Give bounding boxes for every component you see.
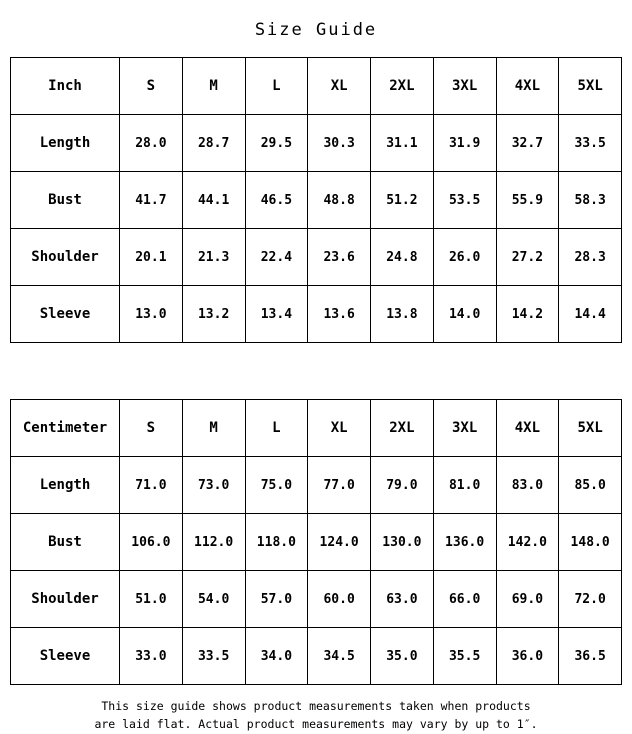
row-label-shoulder: Shoulder [11, 571, 120, 628]
cell-value: 41.7 [120, 172, 183, 229]
size-header-s: S [120, 400, 183, 457]
size-header-5xl: 5XL [559, 58, 622, 115]
cell-value: 55.9 [496, 172, 559, 229]
row-label-length: Length [11, 457, 120, 514]
cell-value: 71.0 [120, 457, 183, 514]
unit-header-inch: Inch [11, 58, 120, 115]
cell-value: 32.7 [496, 115, 559, 172]
table-header-row [11, 400, 622, 457]
cell-value: 142.0 [496, 514, 559, 571]
cell-value: 118.0 [245, 514, 308, 571]
table-row [11, 571, 622, 628]
cell-value: 53.5 [433, 172, 496, 229]
size-header-5xl: 5XL [559, 400, 622, 457]
cell-value: 66.0 [433, 571, 496, 628]
table-spacer [10, 343, 622, 399]
cell-value: 73.0 [182, 457, 245, 514]
cell-value: 48.8 [308, 172, 371, 229]
cell-value: 33.5 [559, 115, 622, 172]
cell-value: 14.4 [559, 286, 622, 343]
row-label-sleeve: Sleeve [11, 286, 120, 343]
cell-value: 21.3 [182, 229, 245, 286]
cell-value: 72.0 [559, 571, 622, 628]
footnote [10, 685, 622, 734]
table-row [11, 457, 622, 514]
size-header-l: L [245, 400, 308, 457]
cell-value: 28.3 [559, 229, 622, 286]
cell-value: 22.4 [245, 229, 308, 286]
cell-value: 63.0 [371, 571, 434, 628]
cell-value: 36.5 [559, 628, 622, 685]
cell-value: 13.4 [245, 286, 308, 343]
size-header-l: L [245, 58, 308, 115]
cell-value: 34.5 [308, 628, 371, 685]
cell-value: 14.0 [433, 286, 496, 343]
cell-value: 20.1 [120, 229, 183, 286]
inch-table-wrapper [10, 57, 622, 343]
table-row [11, 628, 622, 685]
row-label-sleeve: Sleeve [11, 628, 120, 685]
cell-value: 30.3 [308, 115, 371, 172]
footnote-line-2: are laid flat. Actual product measurements may vary by up to 1″. [94, 716, 538, 731]
cell-value: 13.6 [308, 286, 371, 343]
cell-value: 51.0 [120, 571, 183, 628]
size-header-m: M [182, 400, 245, 457]
cell-value: 112.0 [182, 514, 245, 571]
inch-size-table [10, 57, 622, 343]
table-header-row [11, 58, 622, 115]
cell-value: 33.5 [182, 628, 245, 685]
cell-value: 148.0 [559, 514, 622, 571]
table-row [11, 172, 622, 229]
size-header-xl: XL [308, 400, 371, 457]
size-header-3xl: 3XL [433, 58, 496, 115]
cell-value: 24.8 [371, 229, 434, 286]
cell-value: 28.0 [120, 115, 183, 172]
size-header-2xl: 2XL [371, 400, 434, 457]
unit-header-centimeter: Centimeter [11, 400, 120, 457]
page-title: Size Guide [254, 20, 378, 40]
cell-value: 26.0 [433, 229, 496, 286]
cell-value: 35.5 [433, 628, 496, 685]
row-label-length: Length [11, 115, 120, 172]
cell-value: 33.0 [120, 628, 183, 685]
cell-value: 34.0 [245, 628, 308, 685]
cell-value: 85.0 [559, 457, 622, 514]
cell-value: 14.2 [496, 286, 559, 343]
cell-value: 77.0 [308, 457, 371, 514]
size-header-4xl: 4XL [496, 58, 559, 115]
row-label-shoulder: Shoulder [11, 229, 120, 286]
cell-value: 69.0 [496, 571, 559, 628]
cell-value: 83.0 [496, 457, 559, 514]
cell-value: 81.0 [433, 457, 496, 514]
cell-value: 13.2 [182, 286, 245, 343]
table-row [11, 229, 622, 286]
cell-value: 124.0 [308, 514, 371, 571]
cell-value: 31.9 [433, 115, 496, 172]
cell-value: 13.0 [120, 286, 183, 343]
cell-value: 44.1 [182, 172, 245, 229]
table-row [11, 115, 622, 172]
footnote-line-1: This size guide shows product measurements taken when products [101, 699, 531, 713]
cell-value: 23.6 [308, 229, 371, 286]
centimeter-size-table [10, 399, 622, 685]
cell-value: 106.0 [120, 514, 183, 571]
cell-value: 58.3 [559, 172, 622, 229]
size-header-3xl: 3XL [433, 400, 496, 457]
table-row [11, 514, 622, 571]
size-header-4xl: 4XL [496, 400, 559, 457]
cell-value: 31.1 [371, 115, 434, 172]
size-header-m: M [182, 58, 245, 115]
size-header-s: S [120, 58, 183, 115]
size-header-xl: XL [308, 58, 371, 115]
cell-value: 75.0 [245, 457, 308, 514]
row-label-bust: Bust [11, 514, 120, 571]
cell-value: 57.0 [245, 571, 308, 628]
cell-value: 28.7 [182, 115, 245, 172]
cell-value: 35.0 [371, 628, 434, 685]
table-row [11, 286, 622, 343]
cell-value: 60.0 [308, 571, 371, 628]
cell-value: 51.2 [371, 172, 434, 229]
cell-value: 29.5 [245, 115, 308, 172]
cell-value: 54.0 [182, 571, 245, 628]
row-label-bust: Bust [11, 172, 120, 229]
cell-value: 130.0 [371, 514, 434, 571]
cell-value: 136.0 [433, 514, 496, 571]
cell-value: 46.5 [245, 172, 308, 229]
cell-value: 79.0 [371, 457, 434, 514]
cell-value: 13.8 [371, 286, 434, 343]
cell-value: 36.0 [496, 628, 559, 685]
size-header-2xl: 2XL [371, 58, 434, 115]
centimeter-table-wrapper [10, 399, 622, 685]
cell-value: 27.2 [496, 229, 559, 286]
